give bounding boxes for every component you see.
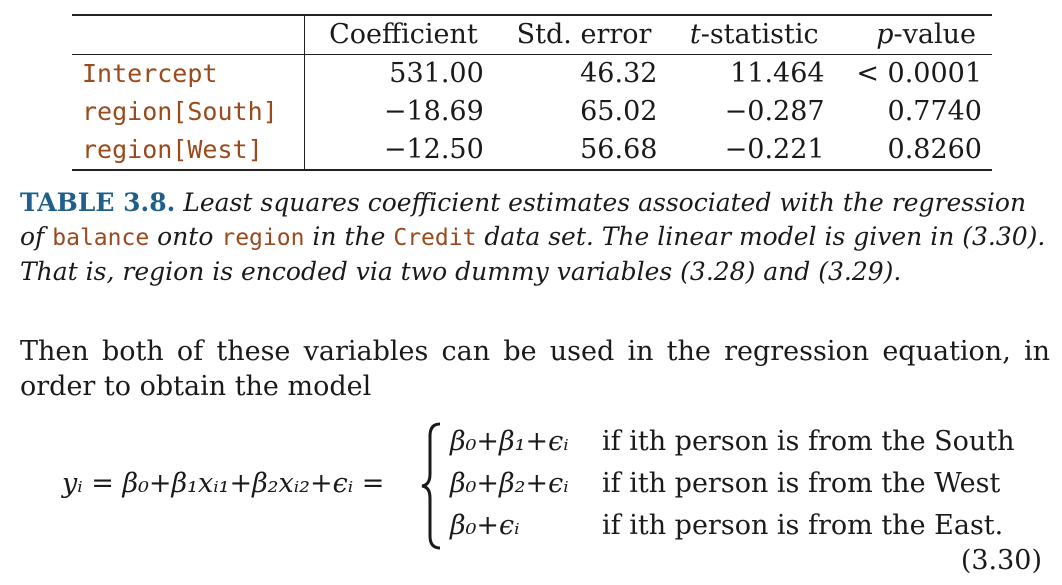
t-suffix: -statistic — [700, 19, 819, 50]
t-symbol: t — [689, 19, 701, 50]
se-cell: 46.32 — [580, 58, 658, 89]
header-coefficient: Coefficient — [329, 19, 478, 50]
case-expression: β₀+ϵᵢ — [450, 510, 520, 541]
caption-label: TABLE 3.8. — [20, 188, 176, 217]
equation-number: (3.30) — [960, 545, 1042, 576]
table-row — [72, 55, 992, 94]
left-brace-icon — [420, 422, 444, 550]
p-cell: 0.7740 — [887, 96, 982, 127]
body-paragraph: Then both of these variables can be used in the regression equation, in order to obtain the model — [20, 336, 1050, 402]
case-row-east — [450, 506, 1003, 546]
case-condition: if ith person is from the West — [602, 468, 1001, 499]
caption-text: Least squares coefficient estimates associated with the regression of — [20, 188, 1027, 251]
caption-text: data set. The linear model is given in (3.30). That is, region is encoded via two dummy variables (3.28) and (3.29). — [20, 222, 1046, 286]
header-p-value — [835, 15, 992, 55]
equation-3-30 — [0, 420, 1062, 585]
caption-text: in the — [304, 222, 394, 251]
caption-code: balance — [52, 225, 150, 251]
p-symbol: p — [876, 19, 894, 50]
caption-code: region — [221, 225, 305, 251]
p-cell: < 0.0001 — [856, 58, 982, 89]
table-caption — [20, 186, 1050, 289]
table-row — [72, 93, 992, 131]
equation-lhs: yᵢ = β₀+β₁xᵢ₁+β₂xᵢ₂+ϵᵢ = — [62, 468, 385, 499]
t-cell: −0.287 — [724, 96, 825, 127]
p-cell: 0.8260 — [887, 134, 982, 165]
coef-cell: 531.00 — [389, 58, 484, 89]
t-cell: −0.221 — [724, 134, 825, 165]
header-std-error: Std. error — [516, 19, 652, 50]
caption-text: onto — [149, 222, 222, 251]
coefficient-table — [72, 14, 992, 171]
row-label: region[West] — [72, 131, 305, 170]
coef-cell: −18.69 — [383, 96, 484, 127]
row-label: Intercept — [72, 55, 305, 94]
t-cell: 11.464 — [730, 58, 825, 89]
case-row-west — [450, 464, 1000, 504]
se-cell: 65.02 — [580, 96, 658, 127]
case-expression: β₀+β₁+ϵᵢ — [450, 426, 569, 457]
header-t-statistic — [667, 15, 834, 55]
header-blank — [72, 15, 305, 55]
table-header-row — [72, 15, 992, 55]
case-expression: β₀+β₂+ϵᵢ — [450, 468, 569, 499]
table-row — [72, 131, 992, 170]
coef-cell: −12.50 — [383, 134, 484, 165]
se-cell: 56.68 — [580, 134, 658, 165]
caption-code: Credit — [393, 225, 477, 251]
case-row-south — [450, 422, 1015, 462]
case-condition: if ith person is from the South — [602, 426, 1015, 457]
case-condition: if ith person is from the East. — [602, 510, 1004, 541]
row-label: region[South] — [72, 93, 305, 131]
p-suffix: -value — [893, 19, 976, 50]
